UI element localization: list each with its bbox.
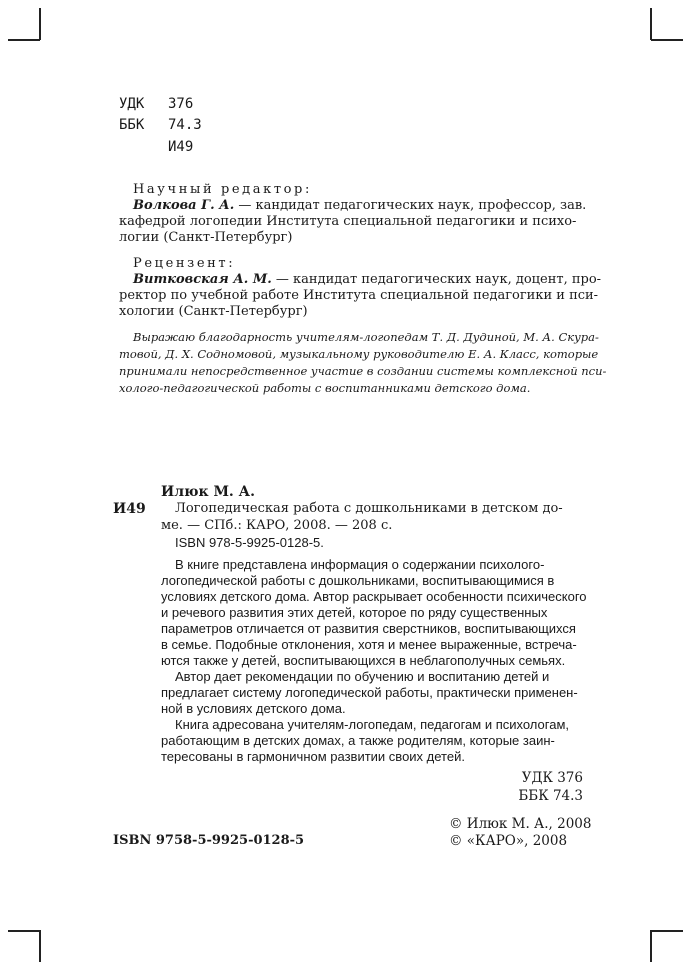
crop-mark — [650, 8, 652, 40]
crop-mark — [650, 930, 652, 962]
copyright-author: © Илюк М. А., 2008 — [449, 816, 592, 832]
editor-name: Волкова Г. А. — [133, 198, 235, 213]
annotation-line: ются также у детей, воспитывающихся в неблагополучных семьях. — [161, 653, 566, 668]
annotation-line: тересованы в гармоничном развитии своих детей. — [161, 749, 465, 764]
udk-label: УДК — [119, 96, 145, 112]
catalog-title-line-1: Логопедическая работа с дошкольниками в детском до- — [175, 501, 563, 516]
crop-mark — [651, 39, 683, 41]
reviewer-heading: Рецензент: — [133, 256, 236, 271]
editor-line-3: логии (Санкт-Петербург) — [119, 230, 293, 245]
crop-mark — [8, 930, 40, 932]
annotation-line: условиях детского дома. Автор раскрывает особенности психического — [161, 589, 587, 604]
annotation-line: логопедической работы с дошкольниками, воспитывающимися в — [161, 573, 555, 588]
crop-mark — [39, 8, 41, 40]
catalog-isbn: ISBN 978-5-9925-0128-5. — [175, 535, 324, 550]
annotation-line: Автор дает рекомендации по обучению и воспитанию детей и — [175, 669, 550, 684]
author-mark: И49 — [168, 139, 194, 155]
catalog-author: Илюк М. А. — [161, 484, 255, 500]
annotation-line: предлагает систему логопедической работы, практически применен- — [161, 685, 578, 700]
reviewer-text: — кандидат педагогических наук, доцент, про- — [271, 272, 602, 287]
reviewer-line-3: хологии (Санкт-Петербург) — [119, 304, 308, 319]
editor-line-2: кафедрой логопедии Института специальной педагогики и психо- — [119, 214, 577, 229]
annotation-line: в семье. Подобные отклонения, хотя и менее выраженные, встреча- — [161, 637, 577, 652]
reviewer-name: Витковская А. М. — [133, 272, 272, 287]
acknowledgement-line-4: холого-педагогической работы с воспитанниками детского дома. — [119, 381, 531, 395]
bbk-value: 74.3 — [168, 117, 202, 133]
catalog-title-line-2: ме. — СПб.: КАРО, 2008. — 208 с. — [161, 518, 393, 533]
annotation-line: ной в условиях детского дома. — [161, 701, 346, 716]
udk-value: 376 — [168, 96, 194, 112]
editor-line-1 — [133, 198, 586, 213]
crop-mark — [651, 930, 683, 932]
annotation-line: и речевого развития этих детей, которое по ряду существенных — [161, 605, 548, 620]
catalog-mark: И49 — [113, 501, 146, 517]
catalog-bbk: ББК 74.3 — [518, 788, 583, 804]
annotation-line: работающим в детских домах, а также родителям, которые заин- — [161, 733, 555, 748]
editor-heading: Научный редактор: — [133, 182, 312, 197]
crop-mark — [8, 39, 40, 41]
acknowledgement-line-2: товой, Д. Х. Содномовой, музыкальному руководителю Е. А. Класс, которые — [119, 347, 599, 361]
editor-text: — кандидат педагогических наук, профессор, зав. — [234, 198, 587, 213]
copyright-publisher: © «КАРО», 2008 — [449, 833, 568, 849]
reviewer-line-1 — [133, 272, 601, 287]
reviewer-line-2: ректор по учебной работе Института специальной педагогики и пси- — [119, 288, 599, 303]
bbk-label: ББК — [119, 117, 145, 133]
crop-mark — [39, 930, 41, 962]
annotation-line: В книге представлена информация о содержании психолого- — [175, 557, 545, 572]
footer-isbn: ISBN 9758-5-9925-0128-5 — [113, 833, 305, 848]
acknowledgement-line-3: принимали непосредственное участие в создании системы комплексной пси- — [119, 364, 607, 378]
annotation-line: Книга адресована учителям-логопедам, педагогам и психологам, — [175, 717, 570, 732]
catalog-udk: УДК 376 — [521, 770, 583, 786]
annotation-line: параметров отличается от развития сверстников, воспитывающихся — [161, 621, 576, 636]
acknowledgement-line-1: Выражаю благодарность учителям-логопедам Т. Д. Дудиной, М. А. Скура- — [133, 330, 599, 344]
